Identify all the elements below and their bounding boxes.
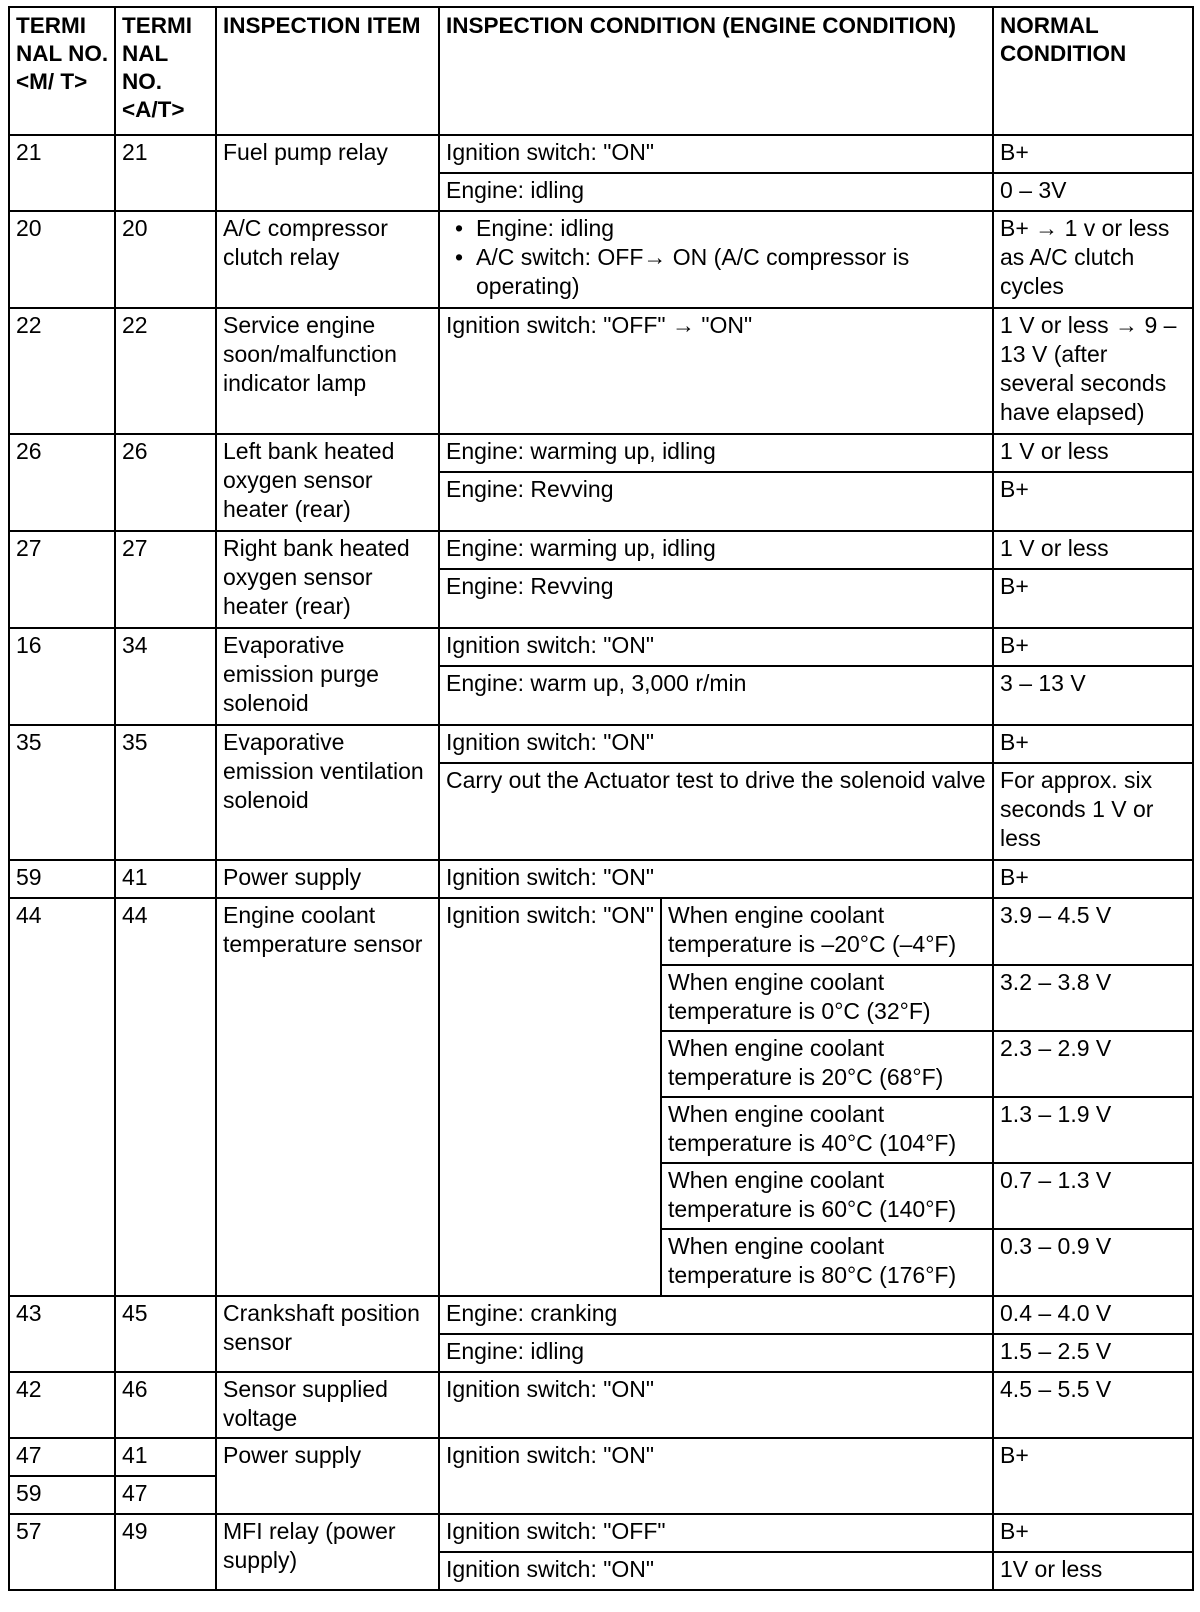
normal-cell: B+	[993, 725, 1193, 763]
sub-condition-cell: When engine coolant temperature is 0°C (32°F)	[661, 965, 993, 1031]
normal-cell: B+	[993, 860, 1193, 898]
header-terminal-mt: TERMI NAL NO. <M/ T>	[9, 7, 115, 135]
inspection-item-cell: Left bank heated oxygen sensor heater (rear)	[216, 434, 439, 531]
terminal-at-cell: 35	[115, 725, 216, 860]
terminal-at-cell: 41	[115, 860, 216, 898]
normal-cell: 0.3 – 0.9 V	[993, 1229, 1193, 1296]
normal-cell: 4.5 – 5.5 V	[993, 1372, 1193, 1438]
terminal-mt-cell: 20	[9, 211, 115, 308]
table-row	[9, 1372, 1193, 1438]
terminal-at-cell: 41	[115, 1438, 216, 1476]
terminal-mt-cell: 22	[9, 308, 115, 434]
table-row	[9, 860, 1193, 898]
normal-cell: 1.5 – 2.5 V	[993, 1334, 1193, 1372]
normal-cell: 3 – 13 V	[993, 666, 1193, 725]
normal-cell: B+	[993, 472, 1193, 531]
table-row	[9, 628, 1193, 666]
condition-cell: Engine: Revving	[439, 472, 993, 531]
normal-cell: 2.3 – 2.9 V	[993, 1031, 1193, 1097]
normal-cell: B+	[993, 135, 1193, 173]
sub-condition-cell: When engine coolant temperature is 20°C (68°F)	[661, 1031, 993, 1097]
terminal-at-cell: 26	[115, 434, 216, 531]
header-normal-condition: NORMAL CONDITION	[993, 7, 1193, 135]
normal-cell: B+	[993, 628, 1193, 666]
condition-cell: Ignition switch: "ON"	[439, 135, 993, 173]
condition-cell: Engine: cranking	[439, 1296, 993, 1334]
table-row	[9, 1514, 1193, 1552]
normal-cell: 1V or less	[993, 1552, 1193, 1590]
sub-condition-cell: When engine coolant temperature is –20°C (–4°F)	[661, 898, 993, 965]
condition-cell: Carry out the Actuator test to drive the solenoid valve	[439, 763, 993, 860]
condition-cell: Engine: warming up, idling	[439, 434, 993, 472]
terminal-at-cell: 47	[115, 1476, 216, 1514]
terminal-mt-cell: 44	[9, 898, 115, 1296]
normal-cell: 1 V or less	[993, 531, 1193, 569]
terminal-at-cell: 21	[115, 135, 216, 211]
terminal-at-cell: 44	[115, 898, 216, 1296]
condition-cell	[439, 211, 993, 308]
header-row	[9, 7, 1193, 135]
inspection-item-cell: MFI relay (power supply)	[216, 1514, 439, 1590]
terminal-at-cell: 34	[115, 628, 216, 725]
table-row	[9, 898, 1193, 965]
condition-cell: Engine: Revving	[439, 569, 993, 628]
normal-cell: 3.9 – 4.5 V	[993, 898, 1193, 965]
table-row	[9, 135, 1193, 173]
normal-cell: 0.7 – 1.3 V	[993, 1163, 1193, 1229]
inspection-item-cell: Evaporative emission purge solenoid	[216, 628, 439, 725]
terminal-at-cell: 49	[115, 1514, 216, 1590]
terminal-mt-cell: 21	[9, 135, 115, 211]
sub-condition-cell: When engine coolant temperature is 60°C (140°F)	[661, 1163, 993, 1229]
table-row	[9, 211, 1193, 308]
condition-cell: Ignition switch: "ON"	[439, 1438, 993, 1514]
inspection-item-cell: Crankshaft position sensor	[216, 1296, 439, 1372]
table-row	[9, 1296, 1193, 1334]
condition-bullet: • A/C switch: OFF→ ON (A/C compressor is operating)	[452, 243, 987, 301]
condition-cell: Ignition switch: "ON"	[439, 898, 661, 1296]
normal-cell: 0.4 – 4.0 V	[993, 1296, 1193, 1334]
table-row	[9, 308, 1193, 434]
terminal-mt-cell: 47	[9, 1438, 115, 1476]
normal-cell: 1.3 – 1.9 V	[993, 1097, 1193, 1163]
terminal-at-cell: 20	[115, 211, 216, 308]
condition-cell: Ignition switch: "ON"	[439, 1372, 993, 1438]
condition-cell: Ignition switch: "OFF"	[439, 1514, 993, 1552]
inspection-item-cell: Power supply	[216, 860, 439, 898]
terminal-mt-cell: 42	[9, 1372, 115, 1438]
condition-cell: Ignition switch: "ON"	[439, 628, 993, 666]
inspection-item-cell: Power supply	[216, 1438, 439, 1514]
terminal-at-cell: 22	[115, 308, 216, 434]
inspection-item-cell: Right bank heated oxygen sensor heater (rear)	[216, 531, 439, 628]
terminal-mt-cell: 57	[9, 1514, 115, 1590]
inspection-item-cell: Engine coolant temperature sensor	[216, 898, 439, 1296]
terminal-mt-cell: 59	[9, 860, 115, 898]
terminal-at-cell: 45	[115, 1296, 216, 1372]
terminal-mt-cell: 59	[9, 1476, 115, 1514]
table-row	[9, 725, 1193, 763]
normal-cell: B+	[993, 569, 1193, 628]
normal-cell: 1 V or less → 9 – 13 V (after several seconds have elapsed)	[993, 308, 1193, 434]
normal-cell: B+	[993, 1514, 1193, 1552]
condition-cell: Ignition switch: "ON"	[439, 1552, 993, 1590]
normal-cell: 3.2 – 3.8 V	[993, 965, 1193, 1031]
terminal-mt-cell: 43	[9, 1296, 115, 1372]
terminal-at-cell: 27	[115, 531, 216, 628]
inspection-item-cell: Fuel pump relay	[216, 135, 439, 211]
terminal-mt-cell: 27	[9, 531, 115, 628]
condition-bullet-list	[446, 214, 987, 301]
table-row	[9, 434, 1193, 472]
condition-cell: Engine: warm up, 3,000 r/min	[439, 666, 993, 725]
sub-condition-cell: When engine coolant temperature is 40°C (104°F)	[661, 1097, 993, 1163]
terminal-mt-cell: 16	[9, 628, 115, 725]
inspection-item-cell: Service engine soon/malfunction indicator lamp	[216, 308, 439, 434]
condition-cell: Engine: idling	[439, 173, 993, 211]
normal-cell: B+	[993, 1438, 1193, 1514]
normal-cell: 1 V or less	[993, 434, 1193, 472]
table-row	[9, 531, 1193, 569]
header-terminal-at: TERMI NAL NO. <A/T>	[115, 7, 216, 135]
condition-cell: Ignition switch: "ON"	[439, 725, 993, 763]
normal-cell: For approx. six seconds 1 V or less	[993, 763, 1193, 860]
inspection-item-cell: A/C compressor clutch relay	[216, 211, 439, 308]
header-inspection-condition: INSPECTION CONDITION (ENGINE CONDITION)	[439, 7, 993, 135]
terminal-mt-cell: 26	[9, 434, 115, 531]
table-row	[9, 1438, 1193, 1476]
terminal-at-cell: 46	[115, 1372, 216, 1438]
inspection-item-cell: Sensor supplied voltage	[216, 1372, 439, 1438]
condition-cell: Ignition switch: "OFF" → "ON"	[439, 308, 993, 434]
condition-cell: Ignition switch: "ON"	[439, 860, 993, 898]
condition-bullet: • Engine: idling	[452, 214, 987, 243]
inspection-item-cell: Evaporative emission ventilation solenoid	[216, 725, 439, 860]
normal-cell: B+ → 1 v or less as A/C clutch cycles	[993, 211, 1193, 308]
header-inspection-item: INSPECTION ITEM	[216, 7, 439, 135]
condition-cell: Engine: warming up, idling	[439, 531, 993, 569]
normal-cell: 0 – 3V	[993, 173, 1193, 211]
terminal-inspection-table	[8, 6, 1194, 1591]
terminal-mt-cell: 35	[9, 725, 115, 860]
sub-condition-cell: When engine coolant temperature is 80°C (176°F)	[661, 1229, 993, 1296]
condition-cell: Engine: idling	[439, 1334, 993, 1372]
